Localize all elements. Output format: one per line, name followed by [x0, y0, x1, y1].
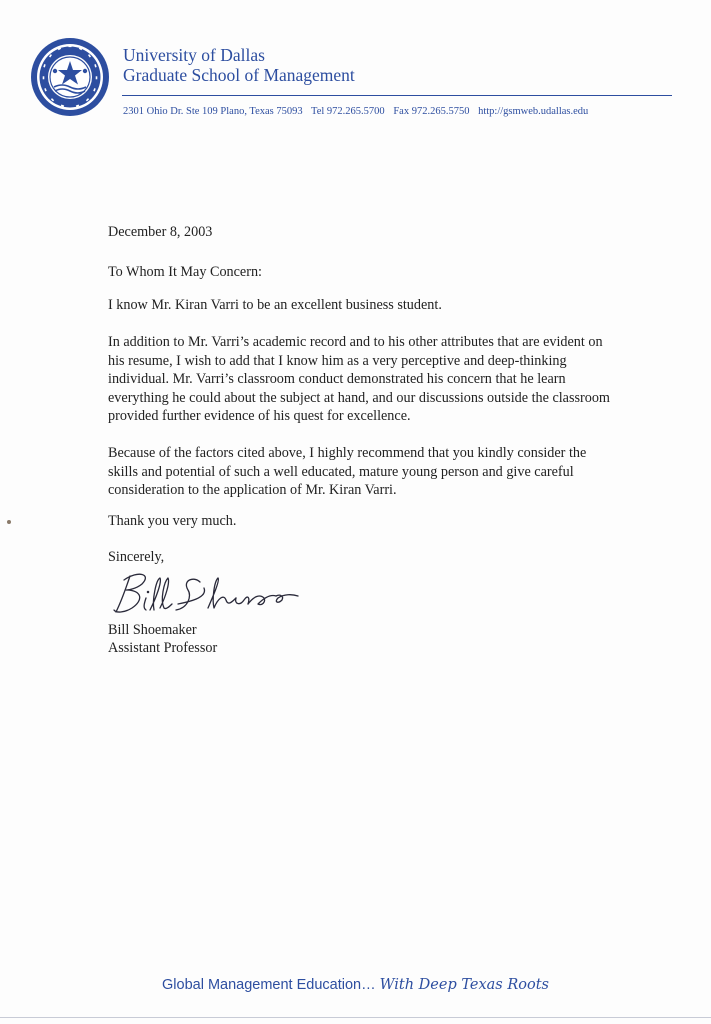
header-divider: [122, 95, 672, 96]
website-url: http://gsmweb.udallas.edu: [478, 106, 589, 117]
paragraph-2-line: individual. Mr. Varri’s classroom conduct demonstrated his concern that he learn: [108, 371, 566, 387]
org-name-school: Graduate School of Management: [123, 65, 355, 85]
paragraph-2-line: everything he could about the subject at hand, and our discussions outside the classroom: [108, 389, 610, 406]
signer-name: Bill Shoemaker: [108, 622, 197, 638]
paragraph-2-line: provided further evidence of his quest for excellence.: [108, 408, 411, 424]
telephone: Tel 972.265.5700: [311, 106, 385, 117]
paragraph-1: I know Mr. Kiran Varri to be an excellent business student.: [108, 297, 442, 313]
footer-divider: [0, 1017, 711, 1018]
paragraph-3: [108, 444, 668, 500]
paragraph-3-line: skills and potential of such a well educated, mature young person and give careful: [108, 463, 574, 480]
salutation: To Whom It May Concern:: [108, 264, 262, 280]
handwritten-signature: [108, 568, 308, 620]
footer-slogan: [0, 976, 711, 994]
footer-main-text: Global Management Education…: [162, 977, 376, 993]
paragraph-2: [108, 333, 668, 426]
paragraph-3-line: consideration to the application of Mr. Kiran Varri.: [108, 482, 397, 498]
scan-speck: [7, 520, 11, 524]
org-name-university: University of Dallas: [123, 45, 265, 65]
thanks-line: Thank you very much.: [108, 513, 237, 529]
street-address: 2301 Ohio Dr. Ste 109 Plano, Texas 75093: [123, 106, 303, 117]
paragraph-3-line: Because of the factors cited above, I highly recommend that you kindly consider the: [108, 445, 587, 461]
signer-title: Assistant Professor: [108, 640, 218, 656]
contact-line: [123, 106, 594, 117]
closing: Sincerely,: [108, 549, 165, 565]
paragraph-2-line: In addition to Mr. Varri’s academic record and to his other attributes that are evident on: [108, 334, 603, 350]
paragraph-2-line: his resume, I wish to add that I know him as a very perceptive and deep-thinking: [108, 352, 567, 369]
letter-date: December 8, 2003: [108, 224, 213, 240]
fax: Fax 972.265.5750: [393, 106, 470, 117]
university-seal-logo: [30, 37, 110, 117]
footer-tagline: With Deep Texas Roots: [379, 977, 549, 993]
